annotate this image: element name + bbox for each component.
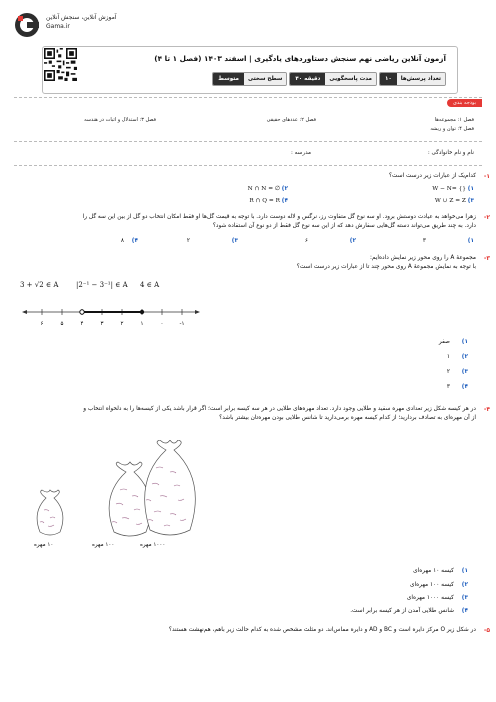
q1-option-2[interactable] [248, 186, 288, 192]
brand-text [46, 13, 117, 31]
q1-option-4[interactable] [249, 198, 288, 204]
option-number: ۱) [461, 339, 468, 345]
divider [14, 97, 482, 98]
chip-value: ۴۰ دقیقه [290, 73, 325, 85]
q3-number-line [22, 302, 202, 328]
option-text: ۱ [446, 354, 450, 360]
option-text: W ∪ Z = Z [434, 198, 466, 204]
option-text: کیسه ۱۰ مهره‌ای [413, 568, 454, 574]
q4-option-1[interactable] [413, 568, 468, 574]
bag-large [145, 440, 196, 535]
axis-arrow-right [195, 310, 200, 314]
chapter-3: فصل ۳: استدلال و اثبات در هندسه [84, 117, 156, 123]
q4-option-4[interactable] [350, 608, 468, 614]
option-number: ۴) [461, 384, 468, 390]
option-text: کیسه ۱۰۰۰ مهره‌ای [406, 595, 454, 601]
option-text: ۶ [304, 238, 308, 244]
q2-option-3[interactable] [187, 238, 238, 244]
option-text: شانس طلایی آمدن از هر کیسه برابر است. [350, 608, 454, 614]
school-label: مدرسه : [291, 150, 311, 156]
option-text: W − N= {} [432, 186, 466, 192]
option-number: ۳) [231, 238, 238, 244]
question-text: کدام‌یک از عبارات زیر درست است؟ [388, 173, 476, 179]
option-text: ۲ [186, 238, 190, 244]
question-number: ۲- [483, 214, 490, 221]
q4-bags-illustration [28, 440, 198, 552]
question-5 [168, 626, 490, 635]
option-number: ۱) [461, 568, 468, 574]
chip-label: مدت پاسخگویی [325, 73, 376, 85]
divider [14, 165, 482, 166]
option-number: ۳) [467, 198, 474, 204]
chip-question-count [379, 72, 446, 86]
option-number: ۴) [131, 238, 138, 244]
question-text-line2: دارد. به چند طریق می‌تواند دسته گل‌هایی سفارش دهد که از این سه نوع گل فقط از دو نوع آن استفاده شود؟ [212, 223, 476, 229]
q2-option-1[interactable] [423, 238, 474, 244]
q1-option-1[interactable] [432, 186, 474, 192]
q3-option-4[interactable] [447, 384, 468, 390]
axis-tick-label: -۱ [179, 321, 185, 327]
axis-tick-label: ۵ [60, 321, 64, 327]
question-text-line2: از آن مهره‌ای به تصادف بردارید؛ از کدام کیسه مهره برمی‌دارید تا شانس طلایی بودن مهره‌تان بیشتر باشد؟ [219, 415, 476, 421]
budget-badge: بودجه بندی [447, 99, 482, 107]
chip-label: سطح سختی [244, 73, 286, 85]
bag-medium-label: ۱۰۰ مهره [92, 542, 115, 548]
chip-duration [289, 72, 377, 86]
option-text: ۸ [120, 238, 124, 244]
qr-code-icon[interactable] [44, 48, 77, 81]
student-name-label: نام و نام خانوادگی : [427, 150, 474, 156]
option-text: R ∩ Q = R [249, 198, 280, 204]
axis-tick-label: ۲ [120, 321, 124, 327]
bag-large-label: ۱۰۰۰ مهره [140, 542, 166, 548]
bag-small [37, 490, 63, 535]
brand-line1: آموزش آنلاین، سنجش آنلاین [46, 14, 117, 21]
axis-tick-label: ۰ [160, 321, 164, 327]
question-number: ۴- [483, 406, 490, 413]
option-text: ۲ [446, 369, 450, 375]
chapter-1: فصل ۱: مجموعه‌ها [434, 117, 474, 123]
option-text: ۳ [422, 238, 426, 244]
question-text-line1: مجموعهٔ A را روی محور زیر نمایش داده‌ایم: [369, 255, 476, 261]
question-2 [18, 213, 490, 231]
option-number: ۴) [281, 198, 288, 204]
option-number: ۳) [461, 595, 468, 601]
interval-open-endpoint [80, 310, 84, 314]
option-number: ۲) [349, 238, 356, 244]
chip-label: تعداد پرسش‌ها [397, 73, 445, 85]
question-4 [18, 405, 490, 423]
q2-option-4[interactable] [121, 238, 138, 244]
q1-option-3[interactable] [435, 198, 474, 204]
q3-expr-1: 4 ∈ A [140, 281, 160, 289]
chapter-list-right [430, 117, 474, 132]
divider [14, 141, 482, 142]
option-number: ۴) [461, 608, 468, 614]
option-text: ۳ [446, 384, 450, 390]
question-1 [388, 172, 490, 181]
chapter-4: فصل ۴: توان و ریشه [430, 126, 474, 132]
option-number: ۲) [281, 186, 288, 192]
option-text: N ∩ N = ∅ [247, 186, 280, 192]
q4-option-3[interactable] [407, 595, 468, 601]
exam-info-chips [212, 72, 446, 86]
question-text: در شکل زیر O مرکز دایره است و BC و AD و دایره مماس‌اند. دو مثلث مشخص شده به کدام حالت زیر باهم، هم‌نهشت هستند؟ [168, 627, 476, 633]
option-number: ۲) [461, 354, 468, 360]
option-text: صفر [438, 339, 450, 345]
chapter-2: فصل ۲: عددهای حقیقی [266, 117, 316, 123]
chip-difficulty [212, 72, 287, 86]
axis-tick-label: ۳ [100, 321, 104, 327]
question-number: ۱- [483, 173, 490, 180]
axis-arrow-left [22, 310, 27, 314]
interval-closed-endpoint [140, 310, 144, 314]
question-text-line2: با توجه به نمایش مجموعهٔ A روی محور چند تا از عبارات زیر درست است؟ [296, 264, 476, 270]
chip-value: متوسط [213, 73, 244, 85]
question-text-line1: زهرا می‌خواهد به عیادت دوستش برود. او سه نوع گل متفاوت رز، نرگس و لاله دوست دارد. با توجه به قیمت گل‌ها او فقط امکان انتخاب دو گل از بین این سه گل را [82, 214, 476, 220]
chip-value: ۱۰ [380, 73, 397, 85]
brand-line2: Gama.ir [46, 23, 70, 30]
option-number: ۳) [461, 369, 468, 375]
q3-option-2[interactable] [447, 354, 468, 360]
bag-small-label: ۱۰ مهره [34, 542, 54, 548]
option-text: کیسه ۱۰۰ مهره‌ای [409, 582, 454, 588]
option-number: ۱) [467, 238, 474, 244]
q3-expr-3: 3 + √2 ∈ A [20, 281, 59, 289]
axis-tick-label: ۶ [40, 321, 44, 327]
q3-expr-2: |2⁻¹ − 3⁻¹| ∈ A [76, 281, 128, 289]
q2-option-2[interactable] [305, 238, 356, 244]
exam-title: آزمون آنلاین ریاضی نهم سنجش دستاوردهای یادگیری | اسفند ۱۴۰۳ (فصل ۱ تا ۴) [154, 54, 446, 63]
question-number: ۳- [483, 255, 490, 262]
option-number: ۱) [467, 186, 474, 192]
question-3 [296, 254, 490, 272]
option-number: ۲) [461, 582, 468, 588]
question-text-line1: در هر کیسه شکل زیر تعدادی مهره سفید و طلایی وجود دارد. تعداد مهره‌های طلایی در هر سه کیسه برابر است؛ اگر قرار باشد یکی از کیسه‌ها را به دلخواه انتخاب و [83, 406, 476, 412]
axis-tick-label: ۱ [140, 321, 144, 327]
gama-logo-icon [12, 10, 42, 40]
q3-option-3[interactable] [447, 369, 468, 375]
q4-option-2[interactable] [410, 582, 468, 588]
q3-option-1[interactable] [439, 339, 468, 345]
question-number: ۵- [483, 627, 490, 634]
axis-tick-label: ۴ [80, 321, 84, 327]
